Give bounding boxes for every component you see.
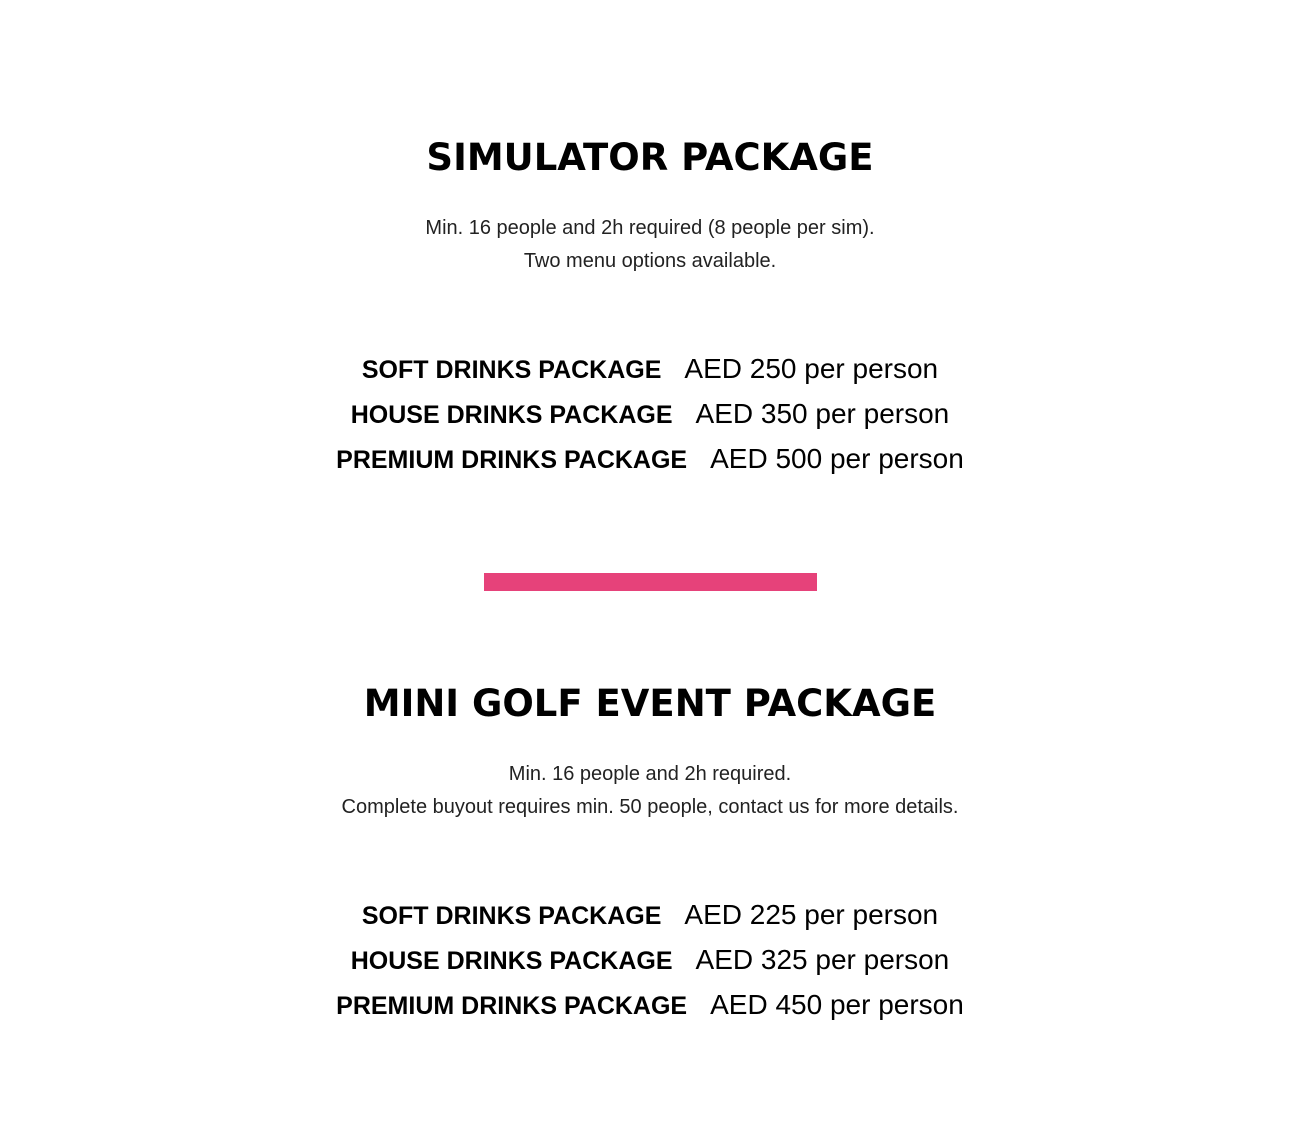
mini-golf-package-title: MINI GOLF EVENT PACKAGE — [363, 682, 937, 725]
simulator-package-title: SIMULATOR PACKAGE — [426, 136, 874, 179]
mini-golf-package-list — [0, 892, 1300, 1027]
simulator-description-line-1: Min. 16 people and 2h required (8 people per sim). — [425, 217, 875, 239]
package-row-premium-drinks — [0, 436, 1300, 481]
package-name: SOFT DRINKS PACKAGE — [361, 902, 662, 930]
mini-golf-description-line-1: Min. 16 people and 2h required. — [508, 763, 792, 785]
package-name: PREMIUM DRINKS PACKAGE — [336, 992, 688, 1020]
package-price: AED 500 per person — [710, 443, 964, 474]
package-row-premium-drinks — [0, 982, 1300, 1027]
section-divider — [484, 573, 817, 591]
package-price: AED 350 per person — [695, 398, 950, 429]
simulator-package-section — [0, 136, 1300, 481]
package-row-house-drinks — [0, 937, 1300, 982]
simulator-description-line-2: Two menu options available. — [523, 250, 777, 272]
mini-golf-description-line-2: Complete buyout requires min. 50 people, contact us for more details. — [341, 796, 959, 818]
mini-golf-package-section — [0, 682, 1300, 1027]
package-row-soft-drinks — [0, 892, 1300, 937]
package-price: AED 225 per person — [684, 899, 939, 930]
package-name: HOUSE DRINKS PACKAGE — [350, 947, 673, 975]
package-price: AED 450 per person — [710, 989, 964, 1020]
package-name: PREMIUM DRINKS PACKAGE — [336, 446, 688, 474]
mini-golf-package-description — [0, 758, 1300, 824]
package-price: AED 250 per person — [684, 353, 939, 384]
package-name: HOUSE DRINKS PACKAGE — [350, 401, 673, 429]
simulator-package-description — [0, 212, 1300, 278]
package-name: SOFT DRINKS PACKAGE — [361, 356, 662, 384]
package-row-house-drinks — [0, 391, 1300, 436]
simulator-package-list — [0, 346, 1300, 481]
package-price: AED 325 per person — [695, 944, 950, 975]
package-row-soft-drinks — [0, 346, 1300, 391]
